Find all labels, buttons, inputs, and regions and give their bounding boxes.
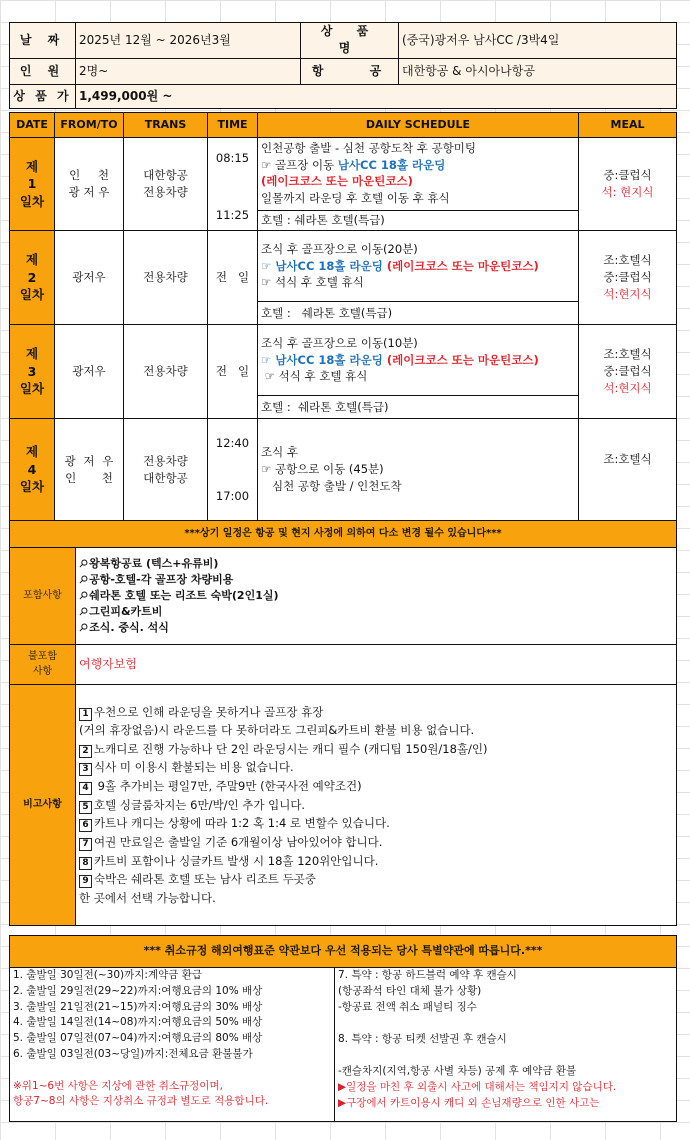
remark-item xyxy=(79,833,673,852)
remark-text: 식사 미 이용시 환불되는 비용 없습니다. xyxy=(94,760,294,775)
included-item-text: 그린피&카트비 xyxy=(89,604,163,618)
remark-text: 호텔 싱글룸차지는 6만/박/인 추가 입니다. xyxy=(94,797,306,812)
day-2-meal: 조:호텔식 중:클럽식 석:현지식 xyxy=(579,231,677,325)
remarks-list xyxy=(76,685,677,926)
remark-item xyxy=(79,758,673,777)
day-2-route: 광저우 xyxy=(55,231,124,325)
day-3-hotel: 호텔 : 쉐라톤 호텔(특급) xyxy=(258,396,579,419)
warning-text: 일정을 마친 후 외출시 사고에 대해서는 책임지지 않습니다. xyxy=(346,1081,617,1093)
airline-value: 대한항공 & 아시아나항공 xyxy=(399,58,677,84)
day-4-label: 제 4 일차 xyxy=(10,419,55,521)
remark-text: 우천으로 인해 라운딩을 못하거나 골프장 휴장 xyxy=(94,704,324,719)
excluded-label: 불포함 사항 xyxy=(10,645,76,685)
day-4-route: 광 저 우 인 천 xyxy=(55,419,124,521)
number-box-icon: 2 xyxy=(79,745,92,758)
header-date: DATE xyxy=(10,113,55,138)
cancel-rule: (항공좌석 타인 대체 불가 상황) xyxy=(338,985,482,997)
remark-item xyxy=(79,721,673,740)
header-trans: TRANS xyxy=(124,113,208,138)
number-box-icon: 4 xyxy=(79,782,92,795)
product-label: 상 품 명 xyxy=(301,23,399,59)
remark-item xyxy=(79,889,673,908)
included-item-text: 조식. 중식. 석식 xyxy=(89,620,169,634)
header-fromto: FROM/TO xyxy=(55,113,124,138)
cancel-rule: 6. 출발일 03일전(03~당일)까지:전체요금 환불불가 xyxy=(13,1047,253,1060)
price-label: 상 품 가 xyxy=(10,84,76,108)
remark-text: (거의 휴장없음)시 라운드를 다 못하더라도 그린피&카트비 환불 비용 없습니다. xyxy=(79,723,475,738)
cancel-note: ※위1~6번 사항은 지상에 관한 취소규정이며, xyxy=(13,1079,223,1092)
pin-icon: ⚲ xyxy=(75,588,91,604)
cancel-left xyxy=(10,968,335,1122)
included-item xyxy=(75,572,673,588)
remarks-label: 비고사항 xyxy=(10,685,76,926)
included-item xyxy=(75,620,673,636)
day-2-hotel: 호텔 : 쉐라톤 호텔(특급) xyxy=(258,302,579,325)
product-value: (중국)광저우 남사CC /3박4일 xyxy=(399,23,677,59)
day-3-trans: 전용차량 xyxy=(124,325,208,419)
included-label: 포함사항 xyxy=(10,548,76,645)
header-time: TIME xyxy=(208,113,258,138)
cancel-rule: 3. 출발일 21일전(21~15)까지:여행요금의 30% 배상 xyxy=(13,1000,263,1013)
remark-text: 9홀 추가비는 평일7만, 주말9만 (한국사전 예약조건) xyxy=(94,779,362,794)
number-box-icon: 1 xyxy=(79,708,92,721)
cancel-policy-table xyxy=(9,935,677,1122)
cancel-rule: 5. 출발일 07일전(07~04)까지:여행요금의 80% 배상 xyxy=(13,1032,263,1044)
remark-text: 한 곳에서 선택 가능합니다. xyxy=(79,890,216,905)
day-3-meal: 조:호텔식 중:클럽식 석:현지식 xyxy=(579,325,677,419)
cancel-rule: 7. 특약 : 항공 하드블럭 예약 후 캔슬시 xyxy=(338,969,517,981)
remark-item xyxy=(79,796,673,815)
remark-text: 숙박은 쉐라톤 호텔 또는 남사 리조트 두곳중 xyxy=(94,872,316,887)
day-4-trans: 전용차량 대한항공 xyxy=(124,419,208,521)
day-1-hotel: 호텔 : 쉐라톤 호텔(특급) xyxy=(258,211,579,231)
cancel-rule: 1. 출발일 30일전(~30)까지:계약금 환급 xyxy=(13,969,202,981)
excluded-value: 여행자보험 xyxy=(76,645,677,685)
cancel-title: *** 취소규정 해외여행표준 약관보다 우선 적용되는 당사 특별약관에 따릅니다.*** xyxy=(10,936,677,968)
warning-text: 구장에서 카트이용시 캐디 외 손님재량으로 인한 사고는 xyxy=(346,1096,600,1109)
day-1-schedule: 인천공항 출발 - 심천 공항도착 후 공항미팅 ☞ 골프장 이동 남사CC 18홀 라운딩 (레이크코스 또는 마운틴코스) 일몰까지 라운딩 후 호텔 이동 후 휴식 xyxy=(258,138,579,211)
pin-icon: ⚲ xyxy=(75,556,91,572)
day-1-time: 08:15 11:25 xyxy=(208,138,258,231)
number-box-icon: 5 xyxy=(79,801,92,814)
day-3-route: 광저우 xyxy=(55,325,124,419)
remark-item xyxy=(79,870,673,889)
spacer xyxy=(13,1063,331,1079)
triangle-right-icon: ▶ xyxy=(338,1081,347,1093)
day-3-time: 전 일 xyxy=(208,325,258,419)
remark-item xyxy=(79,740,673,759)
pin-icon: ⚲ xyxy=(75,572,91,588)
cancel-right xyxy=(335,968,677,1122)
people-value: 2명~ xyxy=(76,58,301,84)
triangle-right-icon: ▶ xyxy=(338,1096,347,1109)
cancel-warning xyxy=(338,1096,673,1112)
cancel-rule xyxy=(338,1048,673,1064)
people-label: 인 원 xyxy=(10,58,76,84)
day-1-trans: 대한항공 전용차량 xyxy=(124,138,208,231)
cancel-rule: -항공료 전액 취소 패널티 징수 xyxy=(338,1001,477,1013)
cancel-warning xyxy=(338,1080,673,1096)
number-box-icon: 7 xyxy=(79,838,92,851)
number-box-icon: 8 xyxy=(79,857,92,870)
day-2-schedule: 조식 후 골프장으로 이동(20분) ☞ 남사CC 18홀 라운딩 (레이크코스 또는 마운틴코스) ☞ 석식 후 호텔 휴식 xyxy=(258,231,579,302)
product-info-table xyxy=(9,22,677,109)
included-item-text: 왕복항공료 (텍스+유류비) xyxy=(89,557,219,571)
remark-item xyxy=(79,814,673,833)
cancel-rule: -캔슬차지(지역,항공 사별 차등) 공제 후 예약금 환불 xyxy=(338,1065,577,1077)
remark-item xyxy=(79,703,673,722)
date-label: 날 짜 xyxy=(10,23,76,59)
number-box-icon: 6 xyxy=(79,819,92,832)
cancel-rule xyxy=(338,1016,673,1032)
included-list xyxy=(76,548,677,645)
remark-item xyxy=(79,852,673,871)
remark-text: 여권 만료일은 출발일 기준 6개월이상 남아있어야 합니다. xyxy=(94,834,383,849)
day-1-label: 제 1 일차 xyxy=(10,138,55,231)
day-1-route: 인 천 광 저 우 xyxy=(55,138,124,231)
day-3-label: 제 3 일차 xyxy=(10,325,55,419)
cancel-rule: 2. 출발일 29일전(29~22)까지:여행요금의 10% 배상 xyxy=(13,984,263,997)
included-item xyxy=(75,604,673,620)
schedule-change-notice: ***상기 일정은 항공 및 현지 사정에 의하여 다소 변경 될수 있습니다*** xyxy=(10,521,677,548)
pin-icon: ⚲ xyxy=(75,620,91,635)
cancel-rule: 8. 특약 : 항공 티켓 선발권 후 캔슬시 xyxy=(338,1033,507,1045)
day-2-time: 전 일 xyxy=(208,231,258,325)
included-item xyxy=(75,588,673,604)
day-3-schedule: 조식 후 골프장으로 이동(10분) ☞ 남사CC 18홀 라운딩 (레이크코스 또는 마운틴코스) ☞ 석식 후 호텔 휴식 xyxy=(258,325,579,396)
remark-item xyxy=(79,777,673,796)
included-item-text: 쉐라톤 호텔 또는 리조트 숙박(2인1실) xyxy=(89,589,279,603)
airline-label: 항 공 xyxy=(301,58,399,84)
pin-icon: ⚲ xyxy=(75,604,91,620)
remark-text: 노캐디로 진행 가능하나 단 2인 라운딩시는 캐디 필수 (캐디팁 150원/18홀/인) xyxy=(94,741,488,756)
remark-text: 카트비 포함이나 싱글카트 발생 시 18홀 120위안입니다. xyxy=(94,853,379,868)
day-2-label: 제 2 일차 xyxy=(10,231,55,325)
number-box-icon: 9 xyxy=(79,875,92,888)
number-box-icon: 3 xyxy=(79,763,92,776)
date-value: 2025년 12월 ~ 2026년3월 xyxy=(76,23,301,59)
day-1-meal: 중:클럽식 석: 현지식 xyxy=(579,138,677,231)
schedule-table xyxy=(9,112,677,521)
day-4-meal: 조:호텔식 xyxy=(579,419,677,521)
price-value: 1,499,000원 ~ xyxy=(76,84,677,108)
day-4-schedule: 조식 후 ☞ 공항으로 이동 (45분) 심천 공항 출발 / 인천도착 xyxy=(258,419,579,521)
day-2-trans: 전용차량 xyxy=(124,231,208,325)
header-schedule: DAILY SCHEDULE xyxy=(258,113,579,138)
cancel-rule: 4. 출발일 14일전(14~08)까지:여행요금의 50% 배상 xyxy=(13,1016,263,1029)
included-item-text: 공항-호텔-각 골프장 차량비용 xyxy=(89,573,234,587)
day-4-time: 12:40 17:00 xyxy=(208,419,258,521)
remark-text: 카트나 캐디는 상황에 따라 1:2 혹 1:4 로 변할수 있습니다. xyxy=(94,816,390,831)
cancel-note: 항공7~8의 사항은 지상취소 규정과 별도로 적용합니다. xyxy=(13,1095,269,1108)
terms-table xyxy=(9,520,677,926)
included-item xyxy=(75,556,673,572)
header-meal: MEAL xyxy=(579,113,677,138)
